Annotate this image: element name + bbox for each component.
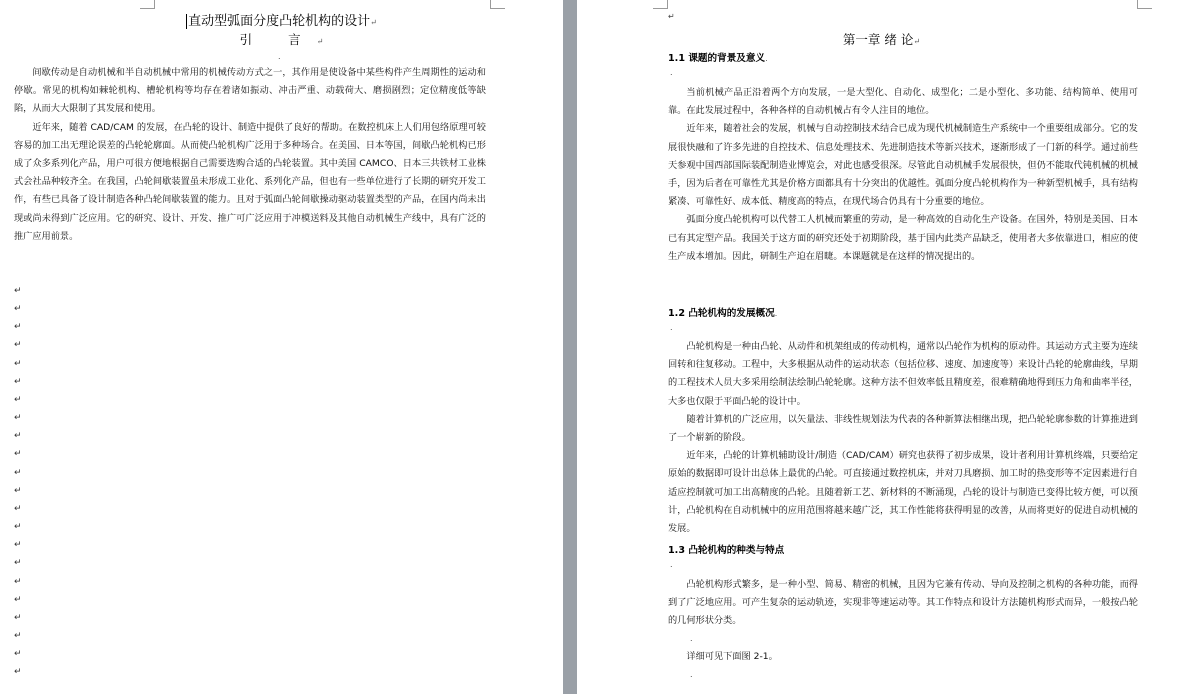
figure-reference (668, 648, 1138, 666)
paragraph-mark: ↵ (14, 376, 22, 387)
crop-mark (1137, 0, 1152, 9)
paragraph-mark: ↵ (14, 558, 22, 569)
crop-mark (490, 0, 505, 9)
paragraph-mark: ↵ (14, 322, 22, 333)
paragraph-mark: ↵ (14, 540, 22, 551)
paragraph-mark: . (765, 54, 768, 63)
paragraph-mark: ↵ (14, 649, 22, 660)
chapter-heading (577, 30, 1186, 48)
paragraph-mark: ↵ (14, 394, 22, 405)
paragraph-mark: ↵ (668, 12, 675, 21)
paragraph-mark: ↵ (14, 340, 22, 351)
section-1-3-body (668, 576, 1138, 631)
paragraph-mark: ↵ (14, 286, 22, 296)
paragraph-mark: ↵ (14, 503, 22, 514)
paragraph-mark: ↵ (14, 612, 22, 623)
section-heading-text: 1.3 凸轮机构的种类与特点 (668, 545, 785, 556)
intro-heading (0, 30, 563, 48)
paragraph-mark: ↵ (913, 37, 921, 46)
section-heading-1-3 (668, 542, 784, 556)
empty-paragraph-mark: . (670, 560, 673, 569)
crop-mark (140, 0, 155, 9)
section-1-3-paragraph: 凸轮机构形式繁多，是一种小型、简易、精密的机械，且因为它兼有传动、导向及控制之机构的各种功能，而得到了广泛地应用。可产生复杂的运动轨迹，实现非等速运动等。其工作特点和设计方法随机构形式而异，一般按凸轮的几何形状分类。 (668, 579, 1138, 627)
intro-heading-text: 引 言 (239, 32, 317, 47)
paragraph-mark: ↵ (14, 667, 22, 678)
paragraph-mark: ↵ (14, 431, 22, 442)
section-1-2-paragraph: 随着计算机的广泛应用，以矢量法、非线性规划法为代表的各种新算法相继出现，把凸轮轮廓参数的计算推进到了一个崭新的阶段。 (668, 413, 1138, 444)
crop-mark (653, 0, 668, 9)
paragraph-mark: ↵ (14, 576, 22, 587)
empty-paragraph-mark: . (670, 68, 673, 77)
intro-body (14, 64, 486, 246)
section-1-1-body (668, 84, 1138, 266)
document-title (0, 10, 563, 29)
figure-reference-text: 详细可见下面图 2-1。 (686, 651, 778, 662)
paragraph-mark: ↵ (14, 594, 22, 605)
paragraph-mark: ↵ (14, 358, 22, 369)
document-page-left[interactable] (0, 0, 563, 694)
paragraph-mark: ↵ (14, 449, 22, 460)
empty-paragraph-mark: . (690, 670, 693, 679)
intro-paragraph-1: 间歇传动是自动机械和半自动机械中常用的机械传动方式之一，其作用是使设备中某些构件产生周期性的运动和停歇。常见的机构如棘轮机构、槽轮机构等均存在着诸如振动、冲击严重、动载荷大、磨损剧烈；定位精度低等缺陷，从而大大限制了其发展和使用。 (14, 67, 486, 115)
page-gutter (563, 0, 577, 694)
section-1-2-paragraph: 近年来，凸轮的计算机辅助设计/制造（CAD/CAM）研究也获得了初步成果，设计者利用计算机终端，只要给定原始的数据即可设计出总体上最优的凸轮。可直接通过数控机床，并对刀具磨损、加工时的热变形等不定因素进行自适应控制就可加工出高精度的凸轮。且随着新工艺、新材料的不断涌现，凸轮的设计与制造已变得比较方便，可以预计，凸轮机构在自动机械中的应用范围将越来越广泛，其工作性能将获得明显的改善，从而将更好的促进自动机械的发展。 (668, 450, 1138, 535)
chapter-heading-text: 第一章 绪 论 (842, 32, 914, 47)
empty-paragraph-mark: . (670, 323, 673, 332)
document-title-text: 直动型弧面分度凸轮机构的设计 (188, 14, 371, 29)
empty-paragraph-mark: . (278, 52, 281, 61)
section-1-1-paragraph: 当前机械产品正沿着两个方向发展，一是大型化、自动化、成型化；二是小型化、多功能、结构简单、使用可靠。在此发展过程中，各种各样的自动机械占有令人注目的地位。 (668, 87, 1138, 117)
paragraph-mark: ↵ (14, 413, 22, 424)
section-heading-text: 1.1 课题的背景及意义 (668, 53, 766, 64)
intro-paragraph-2: 近年来，随着 CAD/CAM 的发展，在凸轮的设计、制造中提供了良好的帮助。在数控机床上人们用包络原理可较容易的加工出无理论误差的凸轮轮廓面。从而使凸轮机构广泛用于多种场合。在美国、日本等国，间歇凸轮机构已形成了众多系列化产品，用户可很方便地根据自己需要选购合适的凸轮装置。其中美国 CAMCO、日本三共铁材工业株式会社品种较齐全。在我国，凸轮间歇装置虽未形成工业化、系列化产品，但也有一些单位进行了长期的研究开发工作，有些已具备了设计制造各种凸轮间歇装置的能力。且对于弧面凸轮间歇操动驱动装置类型的产品，在国内尚未出现或尚未得到广泛应用。它的研究、设计、开发、推广可广泛应用于冲模送料及其他自动机械生产线中，具有广泛的推广应用前景。 (14, 121, 486, 242)
paragraph-mark: ↵ (316, 37, 324, 46)
section-heading-text: 1.2 凸轮机构的发展概况 (668, 308, 775, 319)
paragraph-mark: ↵ (14, 485, 22, 496)
section-1-2-paragraph: 凸轮机构是一种由凸轮、从动件和机架组成的传动机构，通常以凸轮作为机构的原动件。其运动方式主要为连续回转和往复移动。工程中，大多根据从动件的运动状态（包括位移、速度、加速度等）来设计凸轮的轮廓曲线，早期的工程技术人员大多采用绘制法绘制凸轮轮廓。这种方法不但效率低且精度差，很难精确地得到压力角和曲率半径，大多也仅限于平面凸轮的设计中。 (668, 341, 1138, 407)
section-heading-1-1 (668, 50, 768, 64)
paragraph-mark: ↵ (14, 522, 22, 533)
section-1-1-paragraph: 近年来，随着社会的发展，机械与自动控制技术结合已成为现代机械制造生产系统中一个重要组成部分。它的发展很快融和了许多先进的自控技术、信息处理技术、先进制造技术等新兴技术，逐渐形成了一门新的科学。通过前些天参观中国西部国际装配制造业博览会，对此也感受很深。尽管此自动机械手发展很快，但仍不能取代钝机械的机械手，因为后者在可靠性尤其是价格方面都具有十分突出的优越性。弧面分度凸轮机构作为一种新型机械手，具有结构紧凑、可靠性好、成本低、精度高的特点，在现代场合仍具有十分重要的地位。 (668, 123, 1138, 208)
empty-paragraph-marks (14, 282, 22, 681)
paragraph-mark: ↵ (14, 304, 22, 315)
paragraph-mark: . (774, 309, 778, 318)
section-1-1-paragraph: 弧面分度凸轮机构可以代替工人机械而繁重的劳动，是一种高效的自动化生产设备。在国外，特别是美国、日本已有其定型产品。我国关于这方面的研究还处于初期阶段，基于国内此类产品缺乏，使用者大多依靠进口，相应的使生产成本增加。因此，研制生产迫在眉睫。本课题就是在这样的情况提出的。 (668, 214, 1138, 262)
paragraph-mark: ↵ (370, 18, 377, 27)
empty-paragraph-mark: . (690, 634, 693, 643)
paragraph-mark: ↵ (14, 630, 22, 641)
section-1-2-body (668, 338, 1138, 538)
paragraph-mark: ↵ (14, 467, 22, 478)
section-heading-1-2 (668, 305, 777, 319)
